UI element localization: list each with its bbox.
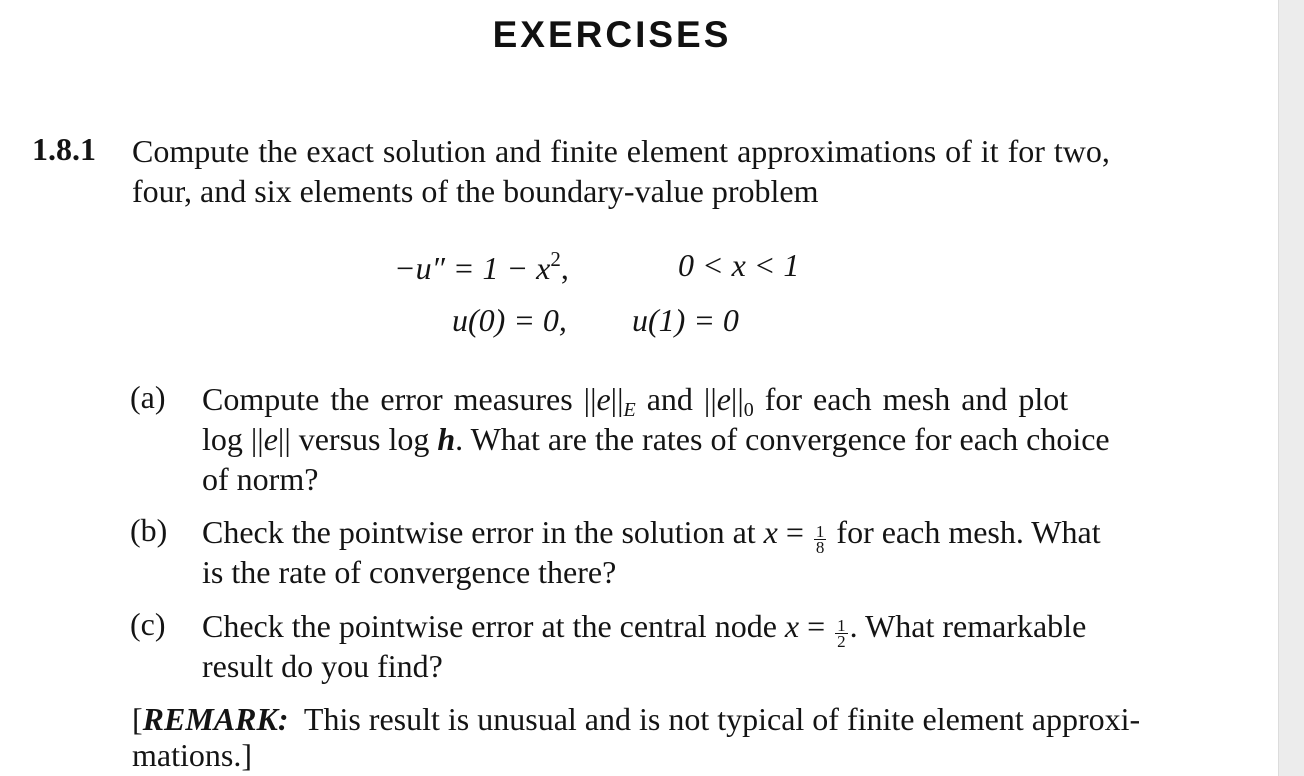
remark-bracket: [ xyxy=(132,701,143,737)
equation-2-left xyxy=(452,302,567,339)
part-a-question: . What are the rates of convergence for each choice xyxy=(455,421,1110,457)
part-a-log-text: log || xyxy=(202,421,264,457)
part-b-line-2: is the rate of convergence there? xyxy=(202,554,617,590)
part-b-frac-num: 1 xyxy=(815,522,825,541)
part-b-label: (b) xyxy=(130,512,168,548)
eq2-left: u(0) = 0, xyxy=(452,302,567,338)
remark-line-2: mations.] xyxy=(132,737,252,773)
part-c-fraction xyxy=(835,618,848,649)
part-c-line-2: result do you find? xyxy=(202,648,443,684)
part-c-equals: = xyxy=(799,608,834,644)
part-a-e1: e xyxy=(596,381,611,417)
part-b-text-2: for each mesh. What xyxy=(828,514,1101,550)
exercise-number: 1.8.1 xyxy=(32,131,96,167)
part-a-norm-bar-1: || xyxy=(610,381,624,417)
part-a-line-2 xyxy=(202,419,1110,459)
part-b-fraction xyxy=(814,524,827,555)
intro-line-2: four, and six elements of the boundary-value problem xyxy=(132,173,819,209)
eq1-exponent: 2 xyxy=(550,247,561,271)
part-b-x: x xyxy=(763,514,778,550)
equation-1-domain xyxy=(678,247,799,284)
scrollbar-track[interactable] xyxy=(1278,0,1304,776)
remark-text: This result is unusual and is not typical of finite element approxi- xyxy=(288,701,1141,737)
part-a-label: (a) xyxy=(130,379,166,415)
part-b-text-1: Check the pointwise error in the solution at xyxy=(202,514,764,550)
part-a-h: h xyxy=(437,421,456,457)
part-a-text-3: for each mesh and plot xyxy=(753,381,1069,417)
part-c-text-2: . What remarkable xyxy=(849,608,1087,644)
part-c-frac-num: 1 xyxy=(837,616,846,635)
part-a-line-3: of norm? xyxy=(202,461,319,497)
part-c-x: x xyxy=(784,608,800,644)
part-a-e3: e xyxy=(263,421,278,457)
eq1-domain: 0 < x < 1 xyxy=(678,247,800,283)
eq2-right: u(1) = 0 xyxy=(632,302,739,338)
part-a-versus: || versus log xyxy=(277,421,438,457)
part-c-label: (c) xyxy=(130,606,166,642)
part-b-frac-den: 8 xyxy=(815,538,825,557)
part-b-equals: = xyxy=(777,514,812,550)
part-a-norm-bar-2: || xyxy=(730,381,744,417)
remark-keyword: REMARK: xyxy=(142,701,289,737)
part-b-line-1 xyxy=(202,512,1101,555)
equation-2-right xyxy=(632,302,739,339)
part-a-text-1: Compute the error measures || xyxy=(202,381,597,417)
intro-line-1: Compute the exact solution and finite element approximations of it for two, xyxy=(132,133,1110,169)
part-a-sub-0: 0 xyxy=(743,399,754,421)
part-a-text-2: and || xyxy=(635,381,717,417)
remark-line-1 xyxy=(132,699,1140,739)
part-c-text-1: Check the pointwise error at the central node xyxy=(202,608,785,644)
part-a-sub-e: E xyxy=(623,399,636,421)
eq1-comma: , xyxy=(560,250,569,286)
equation-1 xyxy=(394,247,569,287)
part-c-frac-den: 2 xyxy=(837,632,846,651)
part-a-e2: e xyxy=(716,381,731,417)
eq1-lhs: −u″ = 1 − x xyxy=(394,250,551,286)
part-c-line-1 xyxy=(202,606,1086,649)
page-title: EXERCISES xyxy=(492,14,732,55)
